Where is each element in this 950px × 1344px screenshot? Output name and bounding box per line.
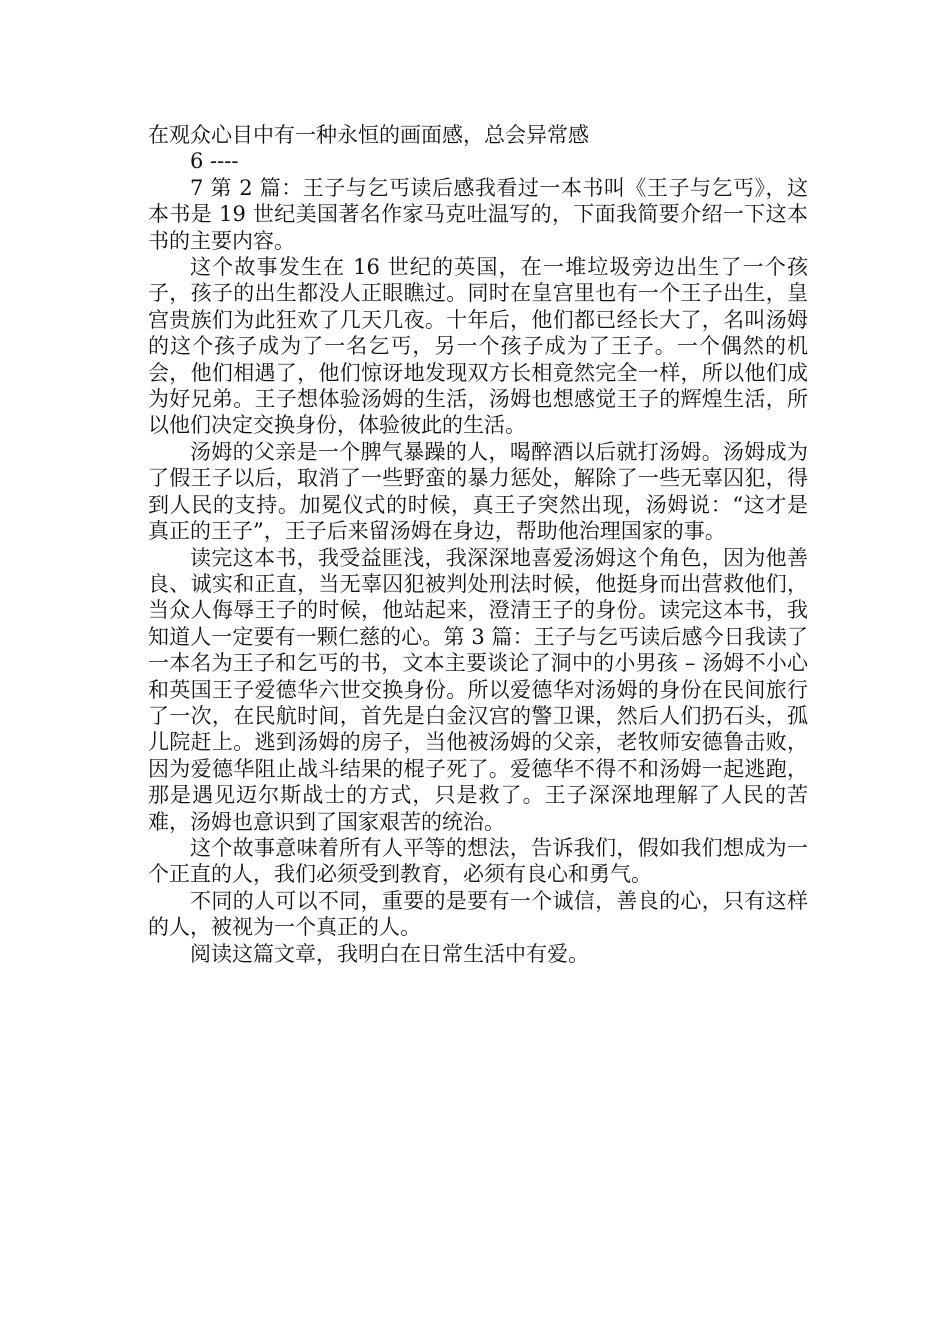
paragraph-8: 不同的人可以不同，重要的是要有一个诚信，善良的心，只有这样的人，被视为一个真正的人。 <box>148 888 808 940</box>
paragraph-2: 6 ---- <box>190 149 239 174</box>
paragraph-4: 这个故事发生在 16 世纪的英国，在一堆垃圾旁边出生了一个孩子，孩子的出生都没人正眼瞧过。同时在皇宫里也有一个王子出生，皇宫贵族们为此狂欢了几天几夜。十年后，他们都已经长大了，名叫汤姆的这个孩子成为了一名乞丐，另一个孩子成为了王子。一个偶然的机会，他们相遇了，他们惊讶地发现双方长相竟然完全一样，所以他们成为好兄弟。王子想体验汤姆的生活，汤姆也想感觉王子的辉煌生活，所以他们决定交换身份，体验彼此的生活。 <box>148 255 808 438</box>
paragraph-5: 汤姆的父亲是一个脾气暴躁的人，喝醉酒以后就打汤姆。汤姆成为了假王子以后，取消了一些野蛮的暴力惩处，解除了一些无辜囚犯，得到人民的支持。加冕仪式的时候，真王子突然出现，汤姆说：“这才是真正的王子”，王子后来留汤姆在身边，帮助他治理国家的事。 <box>148 439 808 544</box>
paragraph-1: 在观众心目中有一种永恒的画面感，总会异常感 <box>148 123 589 147</box>
paragraph-9: 阅读这篇文章，我明白在日常生活中有爱。 <box>190 941 589 966</box>
paragraph-6: 读完这本书，我受益匪浅，我深深地喜爱汤姆这个角色，因为他善良、诚实和正直，当无辜囚犯被判处刑法时候，他挺身而出营救他们，当众人侮辱王子的时候，他站起来，澄清王子的身份。读完这本书，我知道人一定要有一颗仁慈的心。第 3 篇：王子与乞丐读后感今日我读了一本名为王子和乞丐的书，文本主要谈论了洞中的小男孩 – 汤姆不小心和英国王子爱德华六世交换身份。所以爱德华对汤姆的身份在民间旅行了一次，在民航时间，首先是白金汉宫的警卫课，然后人们扔石头，孤儿院赶上。逃到汤姆的房子，当他被汤姆的父亲，老牧师安德鲁击败，因为爱德华阻止战斗结果的棍子死了。爱德华不得不和汤姆一起逃跑，那是遇见迈尔斯战士的方式，只是救了。王子深深地理解了人民的苦难，汤姆也意识到了国家艰苦的统治。 <box>148 545 808 834</box>
document-body <box>148 122 808 967</box>
paragraph-3: 7 第 2 篇：王子与乞丐读后感我看过一本书叫《王子与乞丐》，这本书是 19 世纪美国著名作家马克吐温写的，下面我简要介绍一下这本书的主要内容。 <box>148 175 808 253</box>
paragraph-7: 这个故事意味着所有人平等的想法，告诉我们，假如我们想成为一个正直的人，我们必须受到教育，必须有良心和勇气。 <box>148 835 808 887</box>
